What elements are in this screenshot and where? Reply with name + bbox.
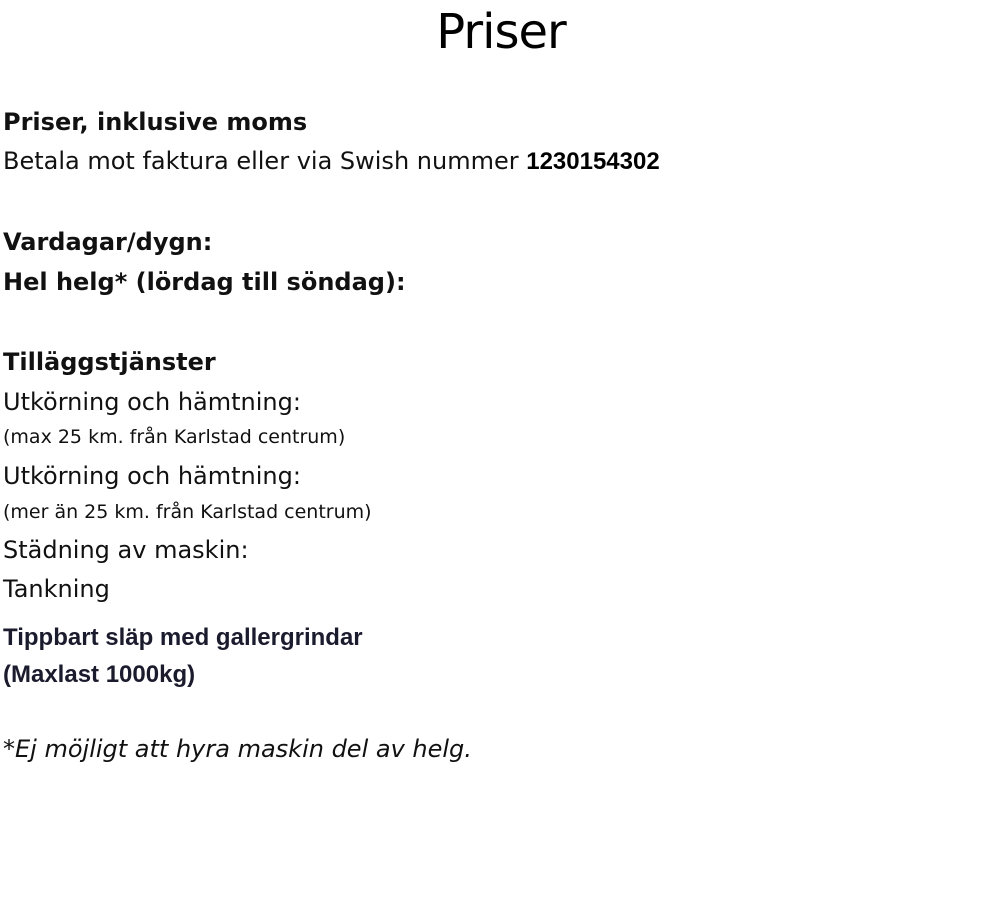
cleaning-label: Städning av maskin: [3, 536, 249, 564]
fueling-label: Tankning [3, 575, 110, 603]
payment-line [3, 149, 660, 174]
delivery-short-note: (max 25 km. från Karlstad centrum) [3, 426, 346, 448]
weekend-rate-label: Hel helg* (lördag till söndag): [3, 268, 406, 296]
weekday-rate-label: Vardagar/dygn: [3, 228, 213, 256]
delivery-long-label: Utkörning och hämtning: [3, 462, 301, 490]
page-title: Priser [436, 4, 566, 60]
delivery-short-label: Utkörning och hämtning: [3, 388, 301, 416]
swish-number: 1230154302 [526, 148, 660, 175]
prices-heading: Priser, inklusive moms [3, 108, 308, 136]
trailer-title: Tippbart släp med gallergrindar [3, 624, 363, 651]
extras-heading: Tilläggstjänster [3, 348, 216, 376]
trailer-maxload: (Maxlast 1000kg) [3, 661, 196, 688]
delivery-long-note: (mer än 25 km. från Karlstad centrum) [3, 501, 372, 523]
payment-text: Betala mot faktura eller via Swish nummer [3, 147, 527, 175]
weekend-footnote: *Ej möjligt att hyra maskin del av helg. [3, 735, 472, 763]
